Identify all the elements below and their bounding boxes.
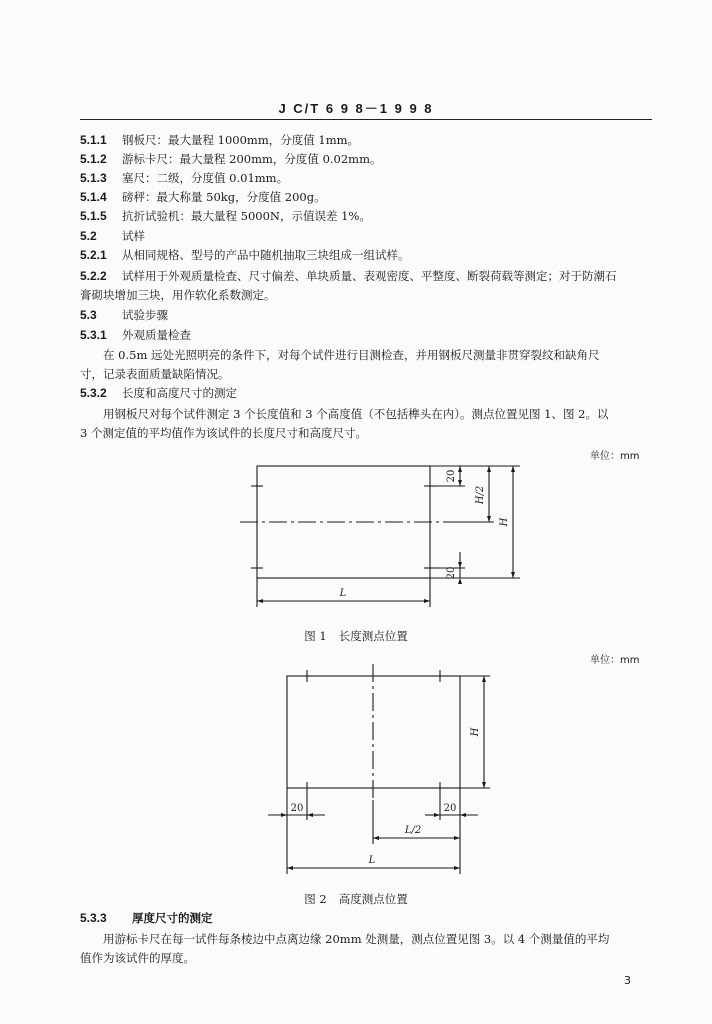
clause-number: 5.3.2 bbox=[80, 386, 107, 400]
paragraph-text: 用钢板尺对每个试件测定 3 个长度值和 3 个高度值（不包括榫头在内）。测点位置见图 1、图 2。以 bbox=[103, 407, 609, 421]
clause-text: 长度和高度尺寸的测定 bbox=[122, 386, 237, 400]
clause-text: 试样用于外观质量检查、尺寸偏差、单块质量、表观密度、平整度、断裂荷载等测定；对于防潮石 bbox=[122, 269, 617, 283]
clause-text: 磅秤：最大称量 50kg，分度值 200g。 bbox=[122, 190, 326, 204]
figure2-arrow bbox=[281, 813, 287, 817]
clause-number: 5.2.1 bbox=[80, 248, 107, 262]
clause-text: 外观质量检查 bbox=[122, 328, 191, 342]
paragraph-5-3-3-line2 bbox=[80, 950, 195, 966]
figure2-arrow bbox=[454, 866, 460, 870]
figure2-label-length: L bbox=[368, 855, 376, 866]
standard-number-header: J C/T 6 9 8－1 9 9 8 bbox=[278, 101, 434, 116]
paragraph-text: 寸，记录表面质量缺陷情况。 bbox=[80, 367, 230, 381]
clause-5-3-3 bbox=[80, 910, 213, 926]
page-number: 3 bbox=[624, 974, 631, 987]
paragraph-text: 用游标卡尺在每一试件每条棱边中点离边缘 20mm 处测量，测点位置见图 3。以 4 个测量值的平均 bbox=[103, 932, 610, 946]
paragraph-text: 在 0.5m 远处光照明亮的条件下，对每个试件进行目测检查，并用钢板尺测量非贯穿裂纹和缺角尺 bbox=[103, 348, 600, 362]
figure2-number: 图 2 bbox=[304, 892, 327, 906]
figure2-title: 高度测点位置 bbox=[338, 892, 408, 906]
figure2-label-half-length: L/2 bbox=[404, 825, 422, 836]
clause-number: 5.3 bbox=[80, 308, 97, 322]
figure2-arrow bbox=[373, 836, 379, 840]
paragraph-5-3-3-line1 bbox=[103, 931, 609, 947]
clause-number: 5.1.1 bbox=[80, 133, 107, 147]
clause-text: 试验步骤 bbox=[122, 308, 168, 322]
figure2-arrow bbox=[434, 813, 440, 817]
clause-text: 塞尺：二级，分度值 0.01mm。 bbox=[122, 171, 289, 185]
clause-number: 5.1.5 bbox=[80, 209, 107, 223]
clause-number: 5.1.4 bbox=[80, 190, 107, 204]
figure2-arrow bbox=[307, 813, 313, 817]
clause-text: 从相同规格、型号的产品中随机抽取三块组成一组试样。 bbox=[122, 248, 410, 262]
figure2-arrow bbox=[454, 836, 460, 840]
clause-number: 5.2.2 bbox=[80, 269, 107, 283]
figure1-label-half-height: H/2 bbox=[475, 485, 486, 505]
figure1-label-height: H bbox=[499, 517, 510, 527]
clause-number: 5.1.2 bbox=[80, 152, 107, 166]
figure2-arrow bbox=[482, 676, 486, 682]
clause-text: 试样 bbox=[122, 229, 145, 243]
clause-text: 游标卡尺：最大量程 200mm，分度值 0.02mm。 bbox=[122, 152, 382, 166]
figure2-label-right-20: 20 bbox=[443, 803, 457, 814]
figure2-caption bbox=[0, 891, 712, 907]
figure1-label-bottom-20: 20 bbox=[446, 566, 457, 580]
clause-number: 5.1.3 bbox=[80, 171, 107, 185]
clause-text: 抗折试验机：最大量程 5000N，示值误差 1%。 bbox=[122, 209, 371, 223]
paragraph-text: 3 个测定值的平均值作为该试件的长度尺寸和高度尺寸。 bbox=[80, 426, 367, 440]
figure2-label-left-20: 20 bbox=[290, 803, 304, 814]
clause-number: 5.2 bbox=[80, 229, 97, 243]
figure2-label-height: H bbox=[470, 727, 481, 737]
figure1-number: 图 1 bbox=[304, 629, 327, 643]
figure1-label-length: L bbox=[339, 588, 347, 599]
clause-text: 钢板尺：最大量程 1000mm，分度值 1mm。 bbox=[122, 133, 360, 147]
clause-number: 5.3.1 bbox=[80, 328, 107, 342]
figure2-unit-label: 单位：mm bbox=[590, 655, 640, 666]
figure2-arrow bbox=[460, 813, 466, 817]
figure2-arrow bbox=[482, 782, 486, 788]
clause-text: 膏砌块增加三块，用作软化系数测定。 bbox=[80, 288, 276, 302]
clause-number: 5.3.3 bbox=[80, 911, 107, 925]
clause-text: 厚度尺寸的测定 bbox=[132, 911, 213, 925]
figure2-arrow bbox=[287, 866, 293, 870]
figure1-label-top-20: 20 bbox=[446, 469, 457, 483]
paragraph-text: 值作为该试件的厚度。 bbox=[80, 951, 195, 965]
figure1-unit-label: 单位：mm bbox=[590, 451, 640, 462]
figure1-title: 长度测点位置 bbox=[338, 629, 408, 643]
